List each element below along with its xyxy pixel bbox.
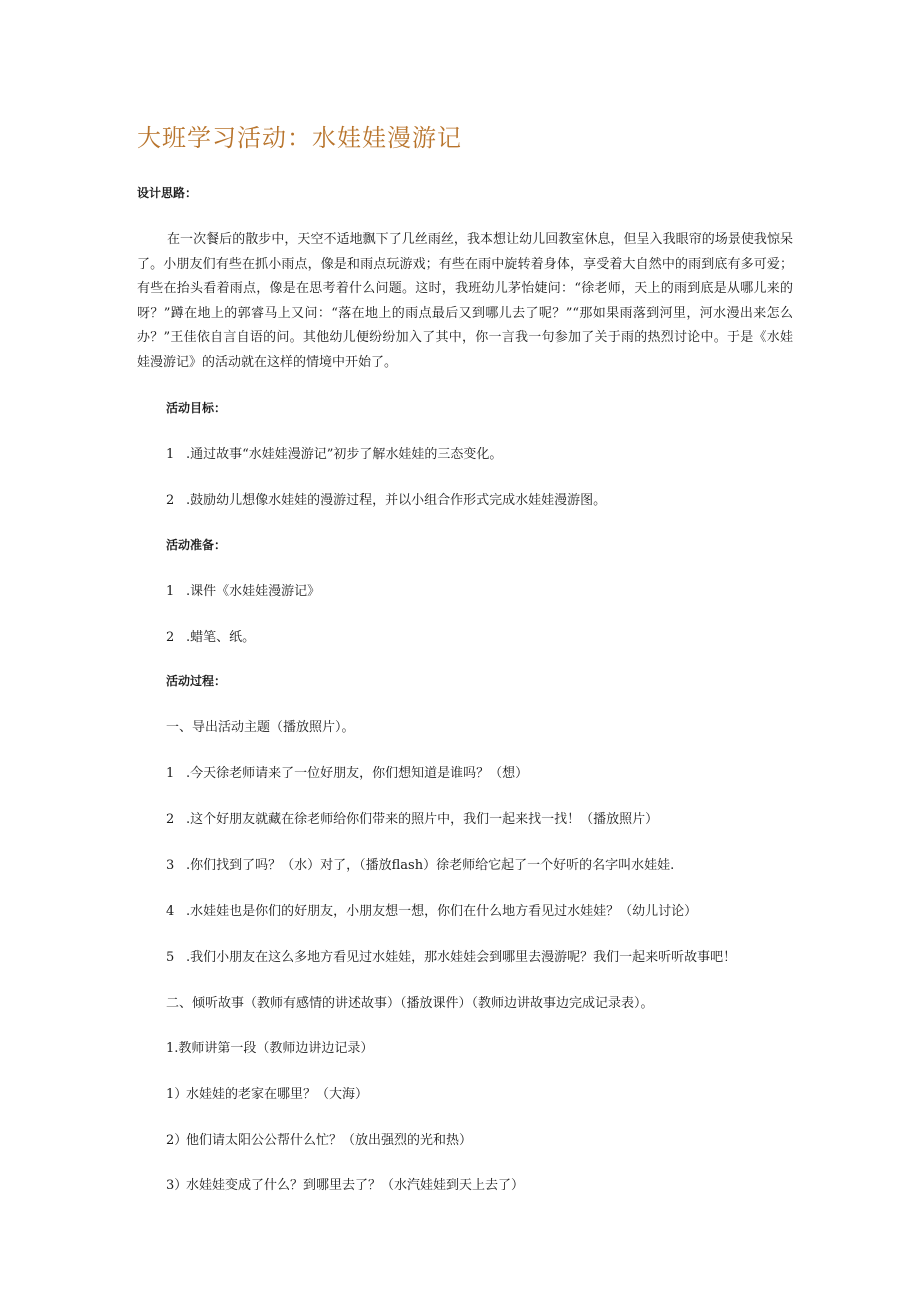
section-one-item: [166, 762, 528, 781]
item-text: .今天徐老师请来了一位好朋友，你们想知道是谁吗？（想）: [186, 766, 529, 781]
item-number: 2: [166, 812, 175, 827]
item-text: 水娃娃变成了什么？到哪里去了？（水汽娃娃到天上去了）: [186, 1178, 525, 1193]
section-one-item: [166, 854, 674, 873]
prep-text: .蜡笔、纸。: [186, 630, 256, 645]
prep-item: [166, 626, 255, 645]
process-heading: 活动过程：: [166, 674, 227, 688]
subsection-item: [166, 1174, 524, 1193]
item-number: 5: [166, 950, 175, 965]
item-text: .你们找到了吗？（水）对了，（播放flash）徐老师给它起了一个好听的名字叫水娃娃.: [186, 858, 675, 873]
item-number: 3）: [166, 1178, 188, 1193]
item-text: .水娃娃也是你们的好朋友，小朋友想一想，你们在什么地方看见过水娃娃？（幼儿讨论）: [186, 904, 698, 919]
section-one-heading: 一、导出活动主题（播放照片）。: [166, 720, 355, 735]
section-one-item: [166, 808, 658, 827]
section-one-item: [166, 900, 697, 919]
prep-text: .课件《水娃娃漫游记》: [186, 584, 321, 599]
prep-item: [166, 580, 320, 599]
item-number: 2）: [166, 1133, 188, 1148]
section-two-heading: 二、倾听故事（教师有感情的讲述故事）（播放课件）（教师边讲故事边完成记录表）。: [166, 996, 654, 1011]
goal-item: [166, 443, 502, 462]
section-one-item: [166, 946, 736, 965]
subsection-heading: 1.教师讲第一段（教师边讲边记录）: [166, 1041, 374, 1056]
design-paragraph: 在一次餐后的散步中，天空不适地飘下了几丝雨丝，我本想让幼儿回教室休息，但呈入我眼帘的场景使我惊呆了。小朋友们有些在抓小雨点，像是和雨点玩游戏；有些在雨中旋转着身体，享受着大自然中的雨到底有多可爱；有些在抬头看着雨点，像是在思考着什么问题。这时，我班幼儿茅怡婕问：“徐老师，天上的雨到底是从哪儿来的呀？”蹲在地上的郭睿马上又问：“落在地上的雨点最后又到哪儿去了呢？”“那如果雨落到河里，河水漫出来怎么办？”王佳依自言自语的问。其他幼儿便纷纷加入了其中，你一言我一句参加了关于雨的热烈讨论中。于是《水娃娃漫游记》的活动就在这样的情境中开始了。: [137, 232, 793, 370]
goals-heading: 活动目标：: [166, 401, 227, 415]
goal-number: 2: [166, 493, 175, 508]
prep-number: 2: [166, 630, 175, 645]
subsection-item: [166, 1083, 368, 1102]
item-number: 4: [166, 904, 175, 919]
item-text: 水娃娃的老家在哪里？（大海）: [186, 1087, 369, 1102]
item-number: 1: [166, 766, 175, 781]
page-title: 大班学习活动：水娃娃漫游记: [137, 124, 462, 152]
prep-heading: 活动准备：: [166, 538, 227, 552]
design-heading: 设计思路：: [137, 186, 198, 200]
item-number: 3: [166, 858, 175, 873]
goal-number: 1: [166, 447, 175, 462]
goal-item: [166, 489, 606, 508]
item-text: 他们请太阳公公帮什么忙？（放出强烈的光和热）: [186, 1133, 473, 1148]
item-number: 1）: [166, 1087, 188, 1102]
prep-number: 1: [166, 584, 175, 599]
goal-text: .通过故事“水娃娃漫游记”初步了解水娃娃的三态变化。: [186, 447, 503, 462]
item-text: .我们小朋友在这么多地方看见过水娃娃，那水娃娃会到哪里去漫游呢？我们一起来听听故事吧！: [186, 950, 737, 965]
item-text: .这个好朋友就藏在徐老师给你们带来的照片中，我们一起来找一找！（播放照片）: [186, 812, 659, 827]
goal-text: .鼓励幼儿想像水娃娃的漫游过程，并以小组合作形式完成水娃娃漫游图。: [186, 493, 607, 508]
subsection-item: [166, 1129, 472, 1148]
